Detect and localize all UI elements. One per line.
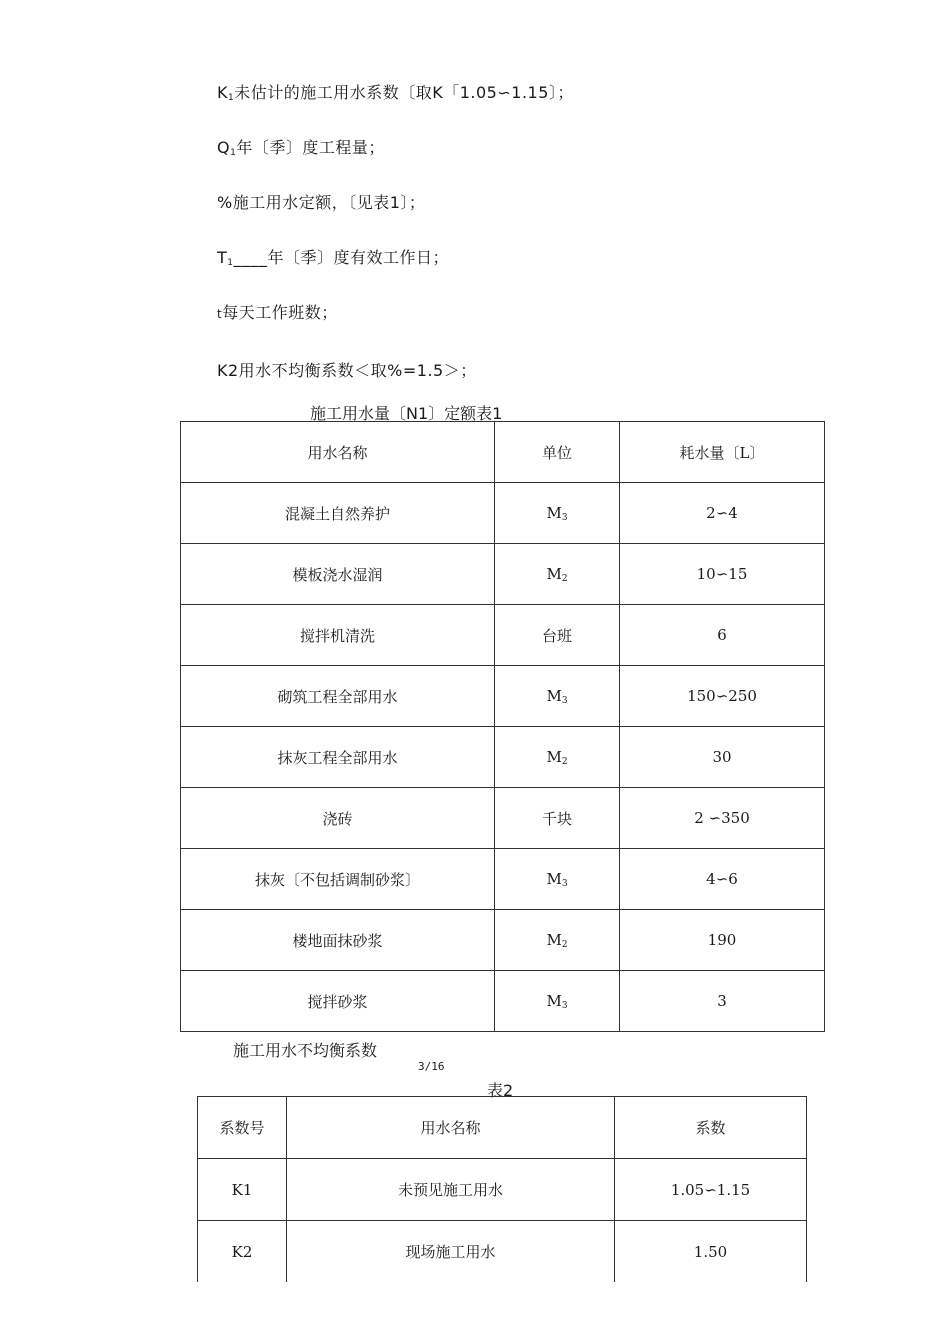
table-row — [181, 788, 825, 849]
header-cell: 用水名称 — [287, 1097, 615, 1159]
definition-t — [217, 300, 338, 323]
unit-subscript: 3 — [561, 878, 568, 889]
definition-symbol: Q — [217, 138, 231, 157]
unit-cell — [495, 849, 620, 910]
page-number: 3/16 — [418, 1060, 445, 1073]
amount-cell: 4∽6 — [620, 849, 825, 910]
unit-subscript: 2 — [561, 573, 568, 584]
amount-cell: 150∽250 — [620, 666, 825, 727]
table-row — [181, 727, 825, 788]
unit-subscript: 2 — [561, 756, 568, 767]
table-header-row — [181, 422, 825, 483]
unit-text: M — [546, 991, 562, 1010]
definition-q1 — [217, 135, 385, 158]
unit-subscript: 3 — [561, 1000, 568, 1011]
name-cell: 现场施工用水 — [287, 1221, 615, 1283]
amount-cell: 2 ∽350 — [620, 788, 825, 849]
unit-text: M — [546, 503, 562, 522]
header-cell: 用水名称 — [181, 422, 495, 483]
definition-symbol: K — [217, 83, 228, 102]
unit-subscript: 3 — [561, 512, 568, 523]
unit-cell — [495, 910, 620, 971]
amount-cell: 190 — [620, 910, 825, 971]
definition-k1 — [217, 80, 574, 103]
unit-cell — [495, 605, 620, 666]
definition-text: 未估计的施工用水系数〔取K「1.05∽1.15〕； — [234, 83, 574, 102]
amount-cell: 2∽4 — [620, 483, 825, 544]
definition-subscript: 1 — [228, 93, 235, 103]
definition-subscript: 1 — [227, 258, 234, 268]
definition-symbol: K2 — [217, 361, 239, 380]
unit-text: M — [546, 564, 562, 583]
amount-cell: 3 — [620, 971, 825, 1032]
table-row — [181, 544, 825, 605]
name-cell: 抹灰〔不包括调制砂浆〕 — [181, 849, 495, 910]
code-cell: K1 — [198, 1159, 287, 1221]
header-cell: 单位 — [495, 422, 620, 483]
amount-cell: 30 — [620, 727, 825, 788]
unit-text: M — [546, 869, 562, 888]
definition-text: 用水不均衡系数＜取%=1.5＞； — [238, 361, 477, 380]
unit-text: 千块 — [541, 809, 572, 828]
table-row — [181, 971, 825, 1032]
unit-cell — [495, 788, 620, 849]
definition-subscript: 1 — [230, 148, 237, 158]
imbalance-coefficient-table — [197, 1096, 807, 1282]
water-quota-table — [180, 421, 825, 1032]
unit-text: M — [546, 930, 562, 949]
unit-cell — [495, 971, 620, 1032]
definition-n1 — [217, 190, 425, 213]
table2-caption: 表2 — [487, 1081, 514, 1100]
name-cell: 混凝土自然养护 — [181, 483, 495, 544]
value-cell: 1.50 — [615, 1221, 807, 1283]
table-row — [181, 849, 825, 910]
definition-symbol: T — [217, 248, 228, 267]
definition-text: 每天工作班数； — [222, 303, 338, 322]
amount-cell: 6 — [620, 605, 825, 666]
name-cell: 模板浇水湿润 — [181, 544, 495, 605]
definition-k2 — [217, 358, 477, 381]
definition-text: 年〔季〕度工程量； — [236, 138, 385, 157]
unit-cell — [495, 544, 620, 605]
definition-t1 — [217, 245, 449, 268]
table-header-row — [198, 1097, 807, 1159]
table-row — [181, 483, 825, 544]
table2-title: 施工用水不均衡系数 — [233, 1041, 378, 1060]
amount-cell: 10∽15 — [620, 544, 825, 605]
name-cell: 搅拌机清洗 — [181, 605, 495, 666]
table-row — [198, 1221, 807, 1283]
unit-cell — [495, 483, 620, 544]
table-row — [198, 1159, 807, 1221]
name-cell: 抹灰工程全部用水 — [181, 727, 495, 788]
name-cell: 楼地面抹砂浆 — [181, 910, 495, 971]
unit-text: M — [546, 686, 562, 705]
unit-text: 台班 — [541, 626, 572, 645]
unit-subscript: 3 — [561, 695, 568, 706]
header-cell: 系数 — [615, 1097, 807, 1159]
unit-cell — [495, 666, 620, 727]
table-row — [181, 666, 825, 727]
table1-caption: 施工用水量〔N1〕定额表1 — [310, 404, 503, 423]
value-cell: 1.05∽1.15 — [615, 1159, 807, 1221]
definition-symbol: % — [217, 193, 233, 212]
unit-text: M — [546, 747, 562, 766]
header-cell: 耗水量〔L〕 — [620, 422, 825, 483]
definition-symbol: t — [217, 307, 223, 321]
unit-cell — [495, 727, 620, 788]
name-cell: 未预见施工用水 — [287, 1159, 615, 1221]
name-cell: 搅拌砂浆 — [181, 971, 495, 1032]
unit-subscript: 2 — [561, 939, 568, 950]
definition-text: ____年〔季〕度有效工作日； — [233, 248, 450, 267]
name-cell: 浇砖 — [181, 788, 495, 849]
table-row — [181, 605, 825, 666]
name-cell: 砌筑工程全部用水 — [181, 666, 495, 727]
header-cell: 系数号 — [198, 1097, 287, 1159]
table-row — [181, 910, 825, 971]
code-cell: K2 — [198, 1221, 287, 1283]
definition-text: 施工用水定额，〔见表1〕； — [232, 193, 426, 212]
